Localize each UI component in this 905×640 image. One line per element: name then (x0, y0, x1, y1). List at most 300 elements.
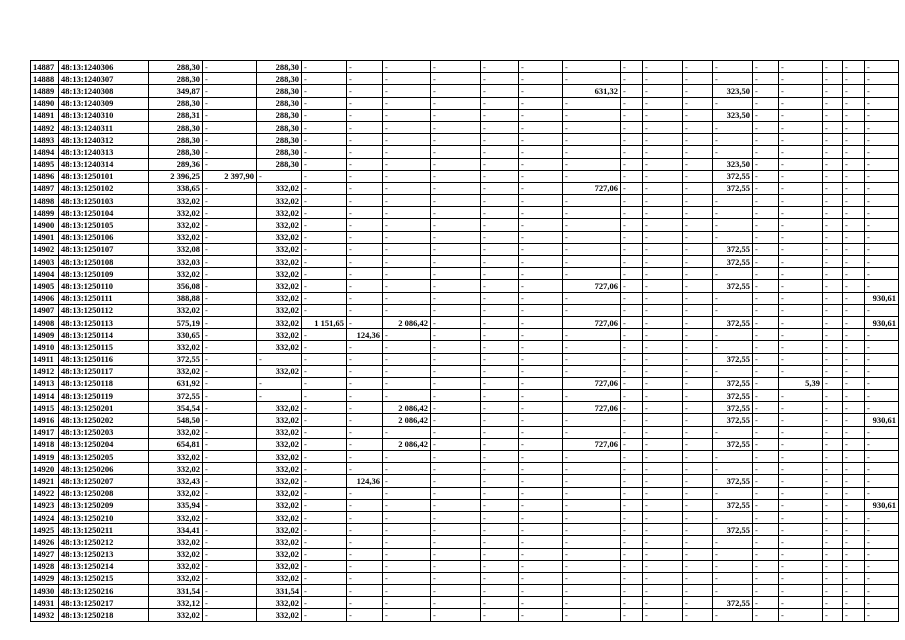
value-cell: - (753, 609, 779, 621)
value-cell: - (481, 487, 519, 499)
value-cell: - (302, 158, 347, 170)
value-cell: - (643, 134, 683, 146)
cadastral-number-cell: 48:13:1250217 (59, 597, 149, 609)
value-cell: - (683, 341, 713, 353)
value-cell: - (347, 451, 383, 463)
value-cell: - (643, 256, 683, 268)
value-cell: - (431, 451, 481, 463)
value-cell: - (643, 524, 683, 536)
value-cell: - (431, 316, 481, 328)
value-cell: 356,08 (149, 280, 203, 292)
value-cell: - (683, 85, 713, 97)
value-cell: - (383, 219, 431, 231)
value-cell: - (203, 280, 257, 292)
value-cell: 332,02 (257, 280, 302, 292)
value-cell: - (843, 280, 865, 292)
value-cell: - (865, 524, 899, 536)
value-cell: - (713, 511, 753, 523)
value-cell: - (779, 280, 823, 292)
value-cell: - (481, 451, 519, 463)
value-cell: - (347, 61, 383, 73)
value-cell: - (683, 426, 713, 438)
value-cell: - (865, 268, 899, 280)
row-number-cell: 14932 (31, 609, 59, 621)
row-number-cell: 14895 (31, 158, 59, 170)
value-cell: - (347, 438, 383, 450)
value-cell: - (753, 414, 779, 426)
value-cell: - (302, 487, 347, 499)
value-cell: - (843, 268, 865, 280)
value-cell: - (823, 585, 843, 597)
value-cell: - (823, 426, 843, 438)
value-cell: - (431, 146, 481, 158)
value-cell: 372,55 (713, 390, 753, 402)
value-cell: - (481, 585, 519, 597)
value-cell: 288,30 (149, 73, 203, 85)
value-cell: - (643, 597, 683, 609)
value-cell: - (621, 353, 643, 365)
value-cell: - (643, 304, 683, 316)
value-cell: - (563, 134, 621, 146)
value-cell: - (302, 402, 347, 414)
value-cell: - (519, 170, 563, 182)
value-cell: - (347, 304, 383, 316)
value-cell: - (347, 146, 383, 158)
value-cell: - (753, 85, 779, 97)
value-cell: - (753, 329, 779, 341)
value-cell: - (779, 585, 823, 597)
value-cell: - (302, 572, 347, 584)
value-cell: 332,12 (149, 597, 203, 609)
value-cell: - (713, 61, 753, 73)
value-cell: - (865, 256, 899, 268)
value-cell: - (431, 560, 481, 572)
value-cell: - (302, 341, 347, 353)
value-cell: - (302, 463, 347, 475)
value-cell: - (823, 231, 843, 243)
value-cell: - (683, 134, 713, 146)
value-cell: - (302, 597, 347, 609)
value-cell: 332,03 (149, 256, 203, 268)
value-cell: - (753, 487, 779, 499)
value-cell: 332,02 (257, 182, 302, 194)
value-cell: - (865, 341, 899, 353)
value-cell: 332,02 (257, 207, 302, 219)
value-cell: - (203, 243, 257, 255)
value-cell: - (753, 451, 779, 463)
value-cell: - (713, 329, 753, 341)
value-cell: - (203, 73, 257, 85)
value-cell: - (302, 524, 347, 536)
cadastral-number-cell: 48:13:1240312 (59, 134, 149, 146)
value-cell: - (753, 243, 779, 255)
value-cell: 332,02 (257, 341, 302, 353)
value-cell: - (302, 231, 347, 243)
value-cell: - (621, 365, 643, 377)
value-cell: - (713, 365, 753, 377)
cadastral-number-cell: 48:13:1250113 (59, 316, 149, 328)
value-cell: - (563, 256, 621, 268)
value-cell: - (643, 61, 683, 73)
value-cell: - (843, 170, 865, 182)
value-cell: - (843, 97, 865, 109)
value-cell: - (865, 195, 899, 207)
value-cell: - (713, 572, 753, 584)
value-cell: - (843, 109, 865, 121)
value-cell: - (621, 109, 643, 121)
value-cell: - (713, 231, 753, 243)
value-cell: - (753, 109, 779, 121)
value-cell: - (823, 219, 843, 231)
value-cell: - (779, 97, 823, 109)
value-cell: - (621, 572, 643, 584)
value-cell: - (779, 560, 823, 572)
value-cell: - (843, 402, 865, 414)
value-cell: - (621, 97, 643, 109)
row-number-cell: 14913 (31, 377, 59, 389)
value-cell: 332,02 (149, 560, 203, 572)
value-cell: - (823, 572, 843, 584)
value-cell: - (481, 560, 519, 572)
value-cell: - (823, 511, 843, 523)
value-cell: - (203, 61, 257, 73)
table-row (31, 109, 899, 121)
value-cell: - (257, 353, 302, 365)
value-cell: - (621, 134, 643, 146)
value-cell: - (431, 61, 481, 73)
value-cell: - (779, 548, 823, 560)
value-cell: - (519, 572, 563, 584)
cadastral-number-cell: 48:13:1250212 (59, 536, 149, 548)
value-cell: - (383, 256, 431, 268)
value-cell: - (302, 560, 347, 572)
value-cell: - (203, 524, 257, 536)
value-cell: 631,92 (149, 377, 203, 389)
value-cell: - (431, 195, 481, 207)
value-cell: - (519, 134, 563, 146)
value-cell: - (563, 390, 621, 402)
value-cell: - (383, 146, 431, 158)
value-cell: - (431, 243, 481, 255)
value-cell: - (621, 170, 643, 182)
value-cell: - (203, 85, 257, 97)
value-cell: - (383, 341, 431, 353)
value-cell: - (347, 390, 383, 402)
value-cell: 372,55 (149, 390, 203, 402)
value-cell: - (383, 451, 431, 463)
value-cell: - (481, 134, 519, 146)
cadastral-number-cell: 48:13:1240313 (59, 146, 149, 158)
value-cell: 332,02 (149, 268, 203, 280)
value-cell: - (431, 182, 481, 194)
value-cell: - (683, 365, 713, 377)
value-cell: 323,50 (713, 85, 753, 97)
value-cell: - (753, 463, 779, 475)
value-cell: - (347, 195, 383, 207)
value-cell: - (683, 536, 713, 548)
value-cell: - (865, 572, 899, 584)
value-cell: - (563, 499, 621, 511)
value-cell: - (383, 231, 431, 243)
value-cell: - (203, 499, 257, 511)
value-cell: - (843, 597, 865, 609)
value-cell: - (203, 585, 257, 597)
value-cell: - (519, 341, 563, 353)
value-cell: - (643, 85, 683, 97)
value-cell: - (347, 256, 383, 268)
value-cell: - (779, 390, 823, 402)
value-cell: - (683, 487, 713, 499)
value-cell: - (683, 109, 713, 121)
value-cell: - (823, 609, 843, 621)
value-cell: - (865, 609, 899, 621)
value-cell: - (843, 487, 865, 499)
value-cell: - (431, 402, 481, 414)
value-cell: - (431, 292, 481, 304)
value-cell: - (431, 365, 481, 377)
value-cell: - (621, 341, 643, 353)
value-cell: - (203, 353, 257, 365)
value-cell: - (823, 182, 843, 194)
value-cell: 332,02 (257, 463, 302, 475)
value-cell: - (779, 487, 823, 499)
value-cell: - (519, 97, 563, 109)
table-row (31, 426, 899, 438)
table-row (31, 524, 899, 536)
value-cell: - (779, 438, 823, 450)
value-cell: - (823, 292, 843, 304)
value-cell: - (563, 170, 621, 182)
value-cell: - (431, 487, 481, 499)
value-cell: 727,06 (563, 402, 621, 414)
value-cell: 2 086,42 (383, 438, 431, 450)
value-cell: - (481, 438, 519, 450)
value-cell: - (519, 256, 563, 268)
value-cell: - (753, 170, 779, 182)
value-cell: - (683, 572, 713, 584)
value-cell: - (865, 146, 899, 158)
value-cell: - (779, 511, 823, 523)
value-cell: 288,30 (257, 61, 302, 73)
value-cell: - (481, 548, 519, 560)
value-cell: - (383, 499, 431, 511)
value-cell: - (683, 390, 713, 402)
value-cell: - (823, 548, 843, 560)
value-cell: - (481, 426, 519, 438)
value-cell: - (683, 329, 713, 341)
value-cell: - (383, 511, 431, 523)
value-cell: - (823, 207, 843, 219)
value-cell: - (347, 97, 383, 109)
value-cell: - (779, 121, 823, 133)
value-cell: - (203, 572, 257, 584)
value-cell: - (621, 292, 643, 304)
value-cell: - (383, 463, 431, 475)
value-cell: - (383, 560, 431, 572)
value-cell: - (431, 585, 481, 597)
value-cell: - (431, 572, 481, 584)
value-cell: - (865, 597, 899, 609)
value-cell: - (431, 609, 481, 621)
value-cell: - (713, 121, 753, 133)
value-cell: - (713, 73, 753, 85)
value-cell: - (865, 97, 899, 109)
value-cell: - (519, 316, 563, 328)
value-cell: - (683, 268, 713, 280)
value-cell: 332,43 (149, 475, 203, 487)
value-cell: - (383, 426, 431, 438)
value-cell: - (431, 304, 481, 316)
value-cell: - (481, 414, 519, 426)
value-cell: - (779, 170, 823, 182)
value-cell: - (481, 316, 519, 328)
value-cell: - (347, 121, 383, 133)
value-cell: - (519, 609, 563, 621)
value-cell: - (779, 182, 823, 194)
value-cell: - (481, 121, 519, 133)
value-cell: - (302, 195, 347, 207)
value-cell: 372,55 (713, 499, 753, 511)
value-cell: - (683, 243, 713, 255)
value-cell: - (753, 280, 779, 292)
value-cell: - (753, 73, 779, 85)
value-cell: - (683, 597, 713, 609)
value-cell: - (823, 377, 843, 389)
value-cell: - (865, 109, 899, 121)
value-cell: - (843, 134, 865, 146)
value-cell: - (621, 256, 643, 268)
value-cell: - (779, 292, 823, 304)
value-cell: - (843, 499, 865, 511)
row-number-cell: 14912 (31, 365, 59, 377)
value-cell: 288,30 (257, 73, 302, 85)
row-number-cell: 14898 (31, 195, 59, 207)
value-cell: - (823, 121, 843, 133)
row-number-cell: 14914 (31, 390, 59, 402)
value-cell: - (823, 451, 843, 463)
value-cell: - (683, 585, 713, 597)
value-cell: 332,02 (149, 536, 203, 548)
value-cell: - (865, 426, 899, 438)
cadastral-number-cell: 48:13:1240310 (59, 109, 149, 121)
value-cell: - (779, 499, 823, 511)
value-cell: - (302, 243, 347, 255)
table-row (31, 451, 899, 463)
value-cell: 288,30 (257, 97, 302, 109)
value-cell: - (621, 329, 643, 341)
value-cell: - (481, 463, 519, 475)
value-cell: - (865, 353, 899, 365)
value-cell: 332,02 (257, 511, 302, 523)
value-cell: 323,50 (713, 158, 753, 170)
value-cell: - (519, 536, 563, 548)
value-cell: - (563, 219, 621, 231)
value-cell: - (203, 121, 257, 133)
value-cell: - (779, 146, 823, 158)
value-cell: - (481, 353, 519, 365)
value-cell: - (481, 597, 519, 609)
value-cell: - (643, 451, 683, 463)
table-row (31, 85, 899, 97)
value-cell: - (519, 61, 563, 73)
value-cell: - (843, 316, 865, 328)
value-cell: - (347, 207, 383, 219)
value-cell: - (823, 438, 843, 450)
value-cell: - (823, 85, 843, 97)
value-cell: - (865, 182, 899, 194)
table-row (31, 146, 899, 158)
value-cell: - (302, 536, 347, 548)
value-cell: - (519, 109, 563, 121)
value-cell: - (431, 109, 481, 121)
value-cell: - (683, 609, 713, 621)
row-number-cell: 14899 (31, 207, 59, 219)
value-cell: - (843, 304, 865, 316)
value-cell: - (753, 402, 779, 414)
value-cell: - (713, 219, 753, 231)
value-cell: - (753, 426, 779, 438)
value-cell: 332,02 (257, 487, 302, 499)
table-row (31, 219, 899, 231)
value-cell: - (203, 182, 257, 194)
value-cell: - (302, 304, 347, 316)
value-cell: 288,30 (257, 146, 302, 158)
value-cell: - (383, 97, 431, 109)
value-cell: - (753, 536, 779, 548)
value-cell: - (383, 170, 431, 182)
cadastral-number-cell: 48:13:1250203 (59, 426, 149, 438)
value-cell: 332,02 (257, 268, 302, 280)
value-cell: - (683, 475, 713, 487)
value-cell: - (779, 109, 823, 121)
value-cell: - (753, 548, 779, 560)
value-cell: - (563, 426, 621, 438)
value-cell: - (203, 268, 257, 280)
value-cell: - (519, 524, 563, 536)
value-cell: 332,02 (257, 560, 302, 572)
value-cell: - (713, 585, 753, 597)
value-cell: - (302, 219, 347, 231)
value-cell: - (383, 524, 431, 536)
value-cell: - (823, 475, 843, 487)
value-cell: - (621, 146, 643, 158)
value-cell: - (203, 109, 257, 121)
value-cell: - (683, 292, 713, 304)
value-cell: - (347, 219, 383, 231)
value-cell: - (383, 280, 431, 292)
row-number-cell: 14924 (31, 511, 59, 523)
table-row (31, 609, 899, 621)
table-row (31, 597, 899, 609)
value-cell: - (481, 182, 519, 194)
value-cell: - (823, 195, 843, 207)
value-cell: - (865, 536, 899, 548)
value-cell: - (753, 97, 779, 109)
value-cell: - (643, 231, 683, 243)
value-cell: 332,02 (257, 256, 302, 268)
value-cell: - (753, 146, 779, 158)
value-cell: - (563, 61, 621, 73)
value-cell: - (683, 207, 713, 219)
value-cell: - (823, 487, 843, 499)
value-cell: - (643, 560, 683, 572)
value-cell: - (753, 377, 779, 389)
cadastral-number-cell: 48:13:1240311 (59, 121, 149, 133)
value-cell: 338,65 (149, 182, 203, 194)
value-cell: - (843, 121, 865, 133)
value-cell: - (563, 597, 621, 609)
value-cell: 288,30 (149, 97, 203, 109)
